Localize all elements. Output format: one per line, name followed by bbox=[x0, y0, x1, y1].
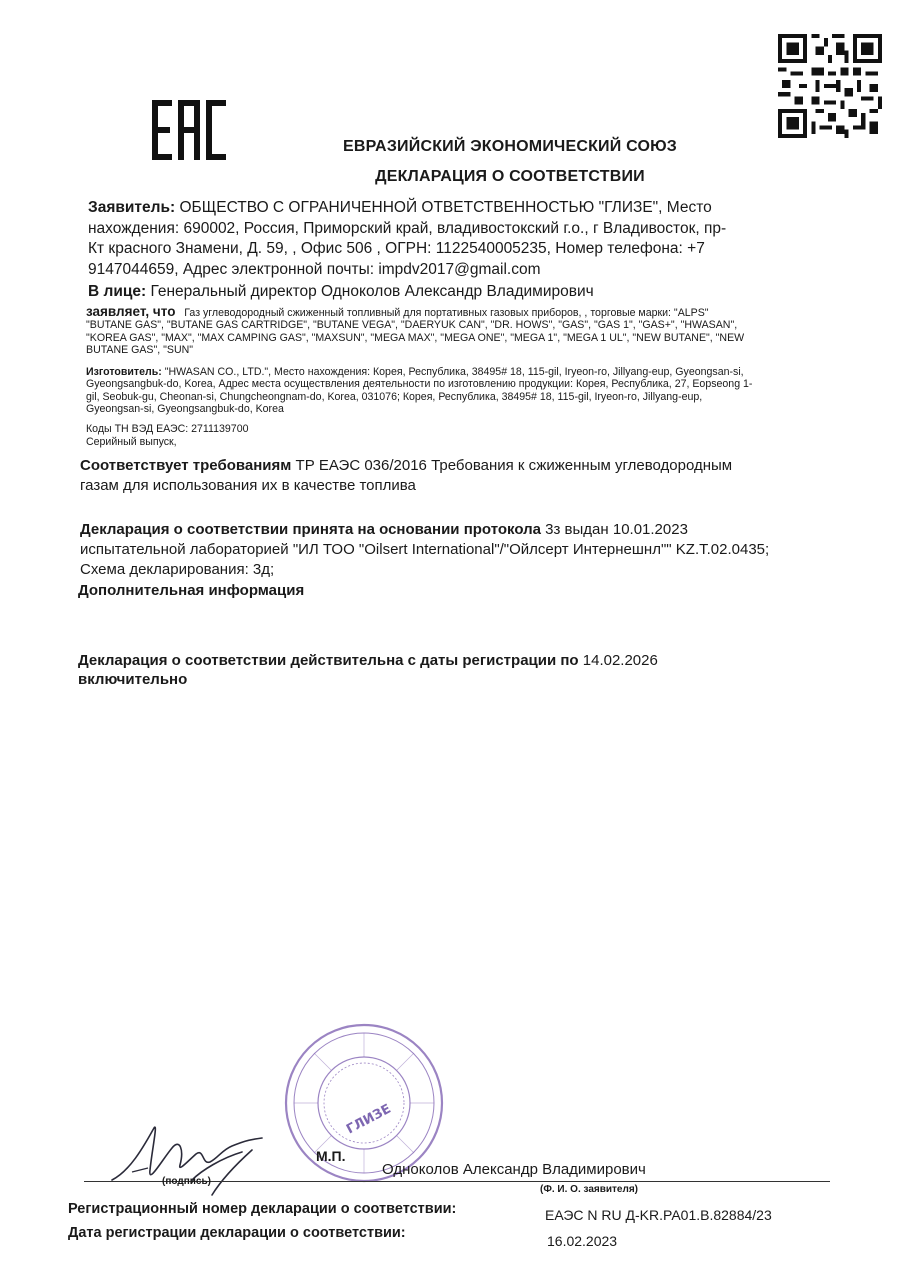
manufacturer-label: Изготовитель: bbox=[86, 366, 162, 378]
product-line-4: BUTANE GAS", "SUN" bbox=[86, 344, 194, 357]
qr-code-icon bbox=[778, 34, 882, 138]
basis-line-1: 3з выдан 10.01.2023 bbox=[541, 521, 688, 538]
applicant-line-4: 9147044659, Адрес электронной почты: impdv2017@gmail.com bbox=[88, 260, 541, 278]
eac-logo bbox=[150, 100, 230, 162]
applicant-block bbox=[88, 198, 808, 280]
requirements-line-2: газам для использования их в качестве топлива bbox=[80, 477, 416, 494]
additional-info-heading: Дополнительная информация bbox=[78, 582, 305, 599]
basis-line-3: Схема декларирования: 3д; bbox=[80, 561, 275, 578]
company-stamp bbox=[283, 1022, 445, 1184]
manufacturer-line-3: gil, Seobuk-gu, Cheonan-si, Chungcheongnam-do, Korea, 031076; Корея, Республика, 38495# 18, 115-gil, Iryeon-ro, Jillyang-eup, bbox=[86, 390, 703, 403]
validity-date: 14.02.2026 bbox=[578, 652, 658, 669]
requirements-block bbox=[80, 456, 840, 496]
basis-line-2: испытательной лабораторией "ИЛ ТОО "Oilsert International"/"Ойлсерт Интернешнл"" KZ.T.02.0435; bbox=[80, 541, 770, 558]
stamp-text: ГЛИЗЕ bbox=[344, 1101, 394, 1138]
tn-ved-codes: Коды ТН ВЭД ЕАЭС: 2711139700 bbox=[86, 423, 249, 435]
union-title: ЕВРАЗИЙСКИЙ ЭКОНОМИЧЕСКИЙ СОЮЗ bbox=[342, 138, 678, 155]
serial-release: Серийный выпуск, bbox=[86, 436, 177, 448]
declares-label: заявляет, что bbox=[86, 304, 176, 319]
applicant-label: Заявитель: bbox=[88, 199, 176, 216]
validity-block bbox=[78, 651, 838, 689]
product-line-2: "BUTANE GAS", "BUTANE GAS CARTRIDGE", "BUTANE VEGA", "DAERYUK CAN", "DR. HOWS", "GAS", "GAS 1", "GAS+", "HWASAN", bbox=[86, 319, 738, 332]
fio-caption: (Ф. И. О. заявителя) bbox=[540, 1184, 639, 1195]
requirements-line-1: ТР ЕАЭС 036/2016 Требования к сжиженным углеводородным bbox=[291, 457, 733, 474]
document-title: ДЕКЛАРАЦИЯ О СООТВЕТСТВИИ bbox=[375, 168, 645, 185]
validity-label: Декларация о соответствии действительна с даты регистрации по bbox=[78, 652, 579, 669]
applicant-line-3: Кт красного Знамени, Д. 59, , Офис 506 , ОГРН: 1122540005235, Номер телефона: +7 bbox=[88, 240, 705, 257]
product-block bbox=[86, 306, 836, 357]
registration-number: ЕАЭС N RU Д-KR.PA01.B.82884/23 bbox=[545, 1207, 772, 1223]
manufacturer-line-1: "HWASAN CO., LTD.", Место нахождения: Корея, Республика, 38495# 18, 115-gil, Iryeon-ro, Jillyang-eup, Gyeongsan-si, bbox=[161, 366, 744, 378]
applicant-line-2: нахождения: 690002, Россия, Приморский край, владивостокский г.о., г Владивосток, пр- bbox=[88, 219, 727, 237]
registration-date: 16.02.2023 bbox=[547, 1233, 618, 1249]
manufacturer-line-4: Gyeongsan-si, Gyeongsangbuk-do, Korea bbox=[86, 403, 284, 416]
representative-label: В лице: bbox=[88, 283, 147, 300]
product-line-3: "KOREA GAS", "MAX", "MAX CAMPING GAS", "MAXSUN", "MEGA MAX", "MEGA ONE", "MEGA 1", "MEGA 1 UL", "NEW BUTANE", "NEW bbox=[86, 331, 745, 344]
validity-inclusive: включительно bbox=[78, 671, 188, 688]
signer-name: Одноколов Александр Владимирович bbox=[382, 1161, 646, 1178]
manufacturer-line-2: Gyeongsangbuk-do, Korea, Адрес места осуществления деятельности по изготовлению продукции: Корея, Республика, 27, Eopseong 1- bbox=[86, 378, 753, 391]
product-line-1: Газ углеводородный сжиженный топливный для портативных газовых приборов, , торговые марки: "ALPS" bbox=[184, 307, 709, 319]
representative-value: Генеральный директор Одноколов Александр Владимирович bbox=[146, 283, 594, 300]
registration-number-label: Регистрационный номер декларации о соответствии: bbox=[68, 1201, 457, 1217]
registration-date-label: Дата регистрации декларации о соответствии: bbox=[68, 1225, 406, 1241]
signature-caption: (подпись) bbox=[162, 1176, 211, 1187]
applicant-line-1: ОБЩЕСТВО С ОГРАНИЧЕННОЙ ОТВЕТСТВЕННОСТЬЮ "ГЛИЗЕ", Место bbox=[175, 199, 712, 216]
basis-label: Декларация о соответствии принята на основании протокола bbox=[80, 521, 541, 538]
requirements-label: Соответствует требованиям bbox=[80, 457, 292, 474]
manufacturer-block bbox=[86, 366, 848, 416]
representative-block bbox=[88, 282, 808, 302]
basis-block bbox=[80, 520, 840, 580]
mp-mark: М.П. bbox=[316, 1148, 346, 1164]
